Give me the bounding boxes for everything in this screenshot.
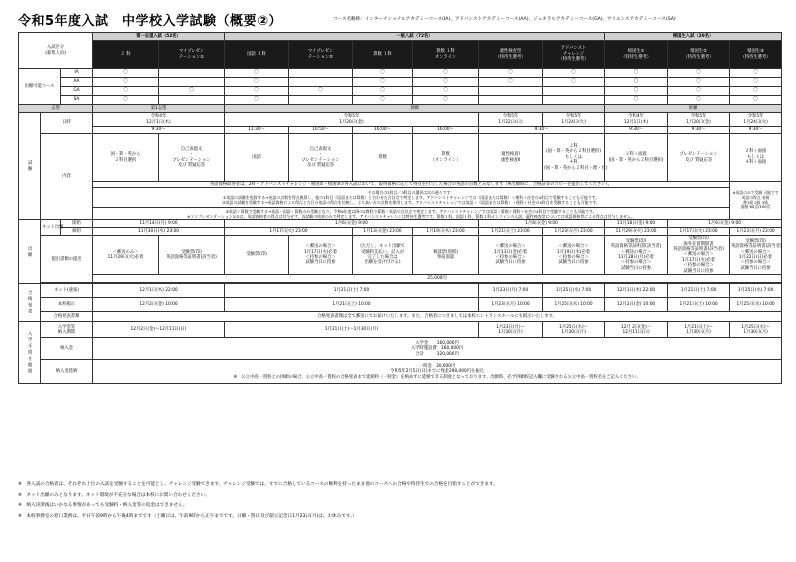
net-open-cell: 11月18日(金) 9:00 <box>605 220 668 228</box>
school-post-cell: 12月2日(金) 10:00 <box>93 298 225 312</box>
school-post-cell: 1月25日(水) 10:00 <box>730 298 782 312</box>
net-close-cell: 1月13日(金) 23:00 <box>353 228 413 236</box>
net-post-cell: 1月21日(土) 7:00 <box>668 284 730 298</box>
net-post-cell: 12月1日(木) 22:00 <box>93 284 225 298</box>
net-post-cell: 1月21日(土) 7:00 <box>225 284 479 298</box>
circle-mark: 〇 <box>605 96 668 105</box>
group-returnee: 帰国生入試（20名） <box>605 33 782 41</box>
net-close-cell: 11月30日(水) 23:00 <box>93 228 225 236</box>
time-cell: 11:30～ <box>225 127 289 134</box>
date-cell: 令和5年 1月24日(火) <box>543 113 605 127</box>
net-open-cell: 11月14日(月) 9:00 <box>93 220 225 228</box>
school-post-cell: 1月25日(水) 10:00 <box>543 298 605 312</box>
docs-cell: ＜郵送の場合＞ 1月13日(金)必着 ＜持参の場合＞ 試験当日に持参 <box>479 236 543 275</box>
docs-cell: 受験票(印) 海外在留期間書 英語資格等証明書(該当者) ＜郵送の場合＞ 1月17日(火)必着 ＜持参の場合＞ 試験当日に持参 <box>668 236 730 275</box>
page-title: 令和5年度入試 中学校入学試験（概要②） <box>18 14 283 29</box>
circle-mark: 〇 <box>668 78 730 87</box>
division-advanced-challenge: アドバンスト チャレンジ （特待生選考） <box>543 41 605 69</box>
net-close-cell: 1月19日(木) 23:00 <box>413 228 479 236</box>
close-label: 締切 <box>61 228 93 236</box>
circle-mark: 〇 <box>605 69 668 78</box>
returnee-english-note: ※英語のみで受験 可能です 英語の得点 英検 準1級 2級 3級 面接 80点/100点 <box>730 182 782 220</box>
division-returnee-1: 帰国生① （特待生選考） <box>605 41 668 69</box>
docs-cell: ＜郵送の場合＞ 1月19日(木)必着 ＜持参の場合＞ 試験当日に持参 <box>543 236 605 275</box>
docs-cell: 相談票(別紙) 事前面談 <box>413 236 479 275</box>
date-cell: 令和5年 1月22日(日) <box>479 113 543 127</box>
division-aptitude: 適性検査型 （特待生選考） <box>479 41 543 69</box>
division-mypresentation-1: マイプレゼン テーション① <box>159 41 225 69</box>
footnote: ※ 納入決済後はいかなる事情があっても受験料・納入金等の返金はできません。 <box>18 503 188 508</box>
circle-mark: 〇 <box>543 69 605 78</box>
group-general: 一般入試（72名） <box>225 33 605 41</box>
circle-mark: 〇 <box>93 78 159 87</box>
exam-label: 試験 <box>19 113 41 220</box>
school-post-cell: 12月2日(金) 10:00 <box>605 298 668 312</box>
division-math-online: 算数 １科 オンライン <box>413 41 479 69</box>
school-post-cell: 1月23日(月) 10:00 <box>479 298 543 312</box>
preference-returnee: 併願 <box>605 105 782 113</box>
content-cell: ２科 (国・算・英から２科目選択) もしくは ４科 (国・算・英から２科目＋理・社) <box>543 134 605 182</box>
division-mypresentation-2: マイプレゼン テーション② <box>289 41 353 69</box>
circle-mark: 〇 <box>413 69 479 78</box>
date-cell: 令和4年 12月1日(木) <box>605 113 668 127</box>
net-post-cell: 1月25日(水) 7:00 <box>730 284 782 298</box>
circle-mark: 〇 <box>668 96 730 105</box>
circle-mark: 〇 <box>605 78 668 87</box>
content-label: 内容 <box>41 134 93 220</box>
time-cell: 9:30～ <box>668 127 730 134</box>
circle-mark: 〇 <box>543 78 605 87</box>
circle-mark: 〇 <box>479 69 543 78</box>
circle-mark: 〇 <box>605 87 668 96</box>
net-post-label: ネット(速報) <box>41 284 93 298</box>
division-label: 入試区分 (募集人員) <box>19 33 93 69</box>
time-cell: 16:00～ <box>413 127 479 134</box>
docs-cell: (ただし、ネット出願で 受験料支払い、記入が 完了した場合は 出願を受け付ける) <box>353 236 413 275</box>
enroll-label: 入学手続き期間 <box>19 322 41 384</box>
time-cell: 9:30～ <box>479 127 605 134</box>
footnote: ※ ネット出願のみとなります。ネット環境が不充分な場合は本校にお問い合わせください。 <box>18 492 210 498</box>
school-post-cell: 1月21日(土) 10:00 <box>668 298 730 312</box>
docs-cell: 受験票(印) 英語資格等証明書(該当者) ＜郵送の場合＞ 11月28日(月)必着 ＜持参の場合＞ 試験当日に持参 <box>605 236 668 275</box>
date-cell: 令和5年 1月24日(火) <box>730 113 782 127</box>
docs-cell: ＜郵送の場合＞ 1月17日(火)必着 ＜持参の場合＞ 試験当日に持参 <box>289 236 353 275</box>
net-open-cell: 1月6日(金) 9:00 <box>479 220 605 228</box>
footnotes <box>18 480 781 522</box>
content-cell: 国・算・英から ２科目選択 <box>93 134 159 182</box>
net-close-cell: 1月17日(火) 23:00 <box>225 228 353 236</box>
circle-mark: 〇 <box>413 87 479 96</box>
date-cell: 令和5年 1月20日(金) <box>225 113 479 127</box>
content-cell: ２科＋面接 (国・算・英から２科目選択) <box>605 134 668 182</box>
preference-general: 併願 <box>225 105 605 113</box>
deposit-period-cell: 1月25日(水)～ 1月30日(月) <box>730 322 782 338</box>
circle-mark: 〇 <box>413 96 479 105</box>
net-post-cell: 12月1日(木) 22:00 <box>605 284 668 298</box>
deposit-period-cell: 1月23日(月)～ 1月30日(月) <box>479 322 543 338</box>
net-open-cell: 1月6日(金) 9:00 <box>668 220 782 228</box>
deposit-period-cell: 1月21日(土)～ 1月30日(月) <box>668 322 730 338</box>
footnote: ※ 本校事務室の窓口業務は、平日午前9時から午後4時までです（土曜日は、午前9時から正午までです。日曜・祭日及び創立記念日1月23日(月)は、お休みです。） <box>18 513 357 519</box>
net-close-cell: 1月21日(土) 23:00 <box>479 228 543 236</box>
deposit-period-cell: 12月 2日(金)～ 12月11日(日) <box>605 322 668 338</box>
circle-mark: 〇 <box>353 96 413 105</box>
enroll-fee-cell: 入学金 160,000円 入学時施設費 160,000円 合計 320,000円 <box>93 338 782 360</box>
course-code: SA <box>61 96 93 105</box>
circle-mark: 〇 <box>730 87 782 96</box>
date-label: 日時 <box>41 113 93 134</box>
circle-mark: 〇 <box>289 87 353 96</box>
content-cell: 自己表現文 ・ プレゼンテーション 及び 質疑応答 <box>159 134 225 182</box>
docs-cell: 受験票(印) 英語資格等証明書(該当者) ＜郵送の場合＞ 1月22日(日)必着 ＜持参の場合＞ 試験当日に持参 <box>730 236 782 275</box>
circle-mark: 〇 <box>225 69 289 78</box>
content-note: 英語資格取得者は、2科・アドバンストチャレンジ・帰国②・帰国③の各入試において、取得資格に応じて得点を付与した場合の英語の点数とみなします（※出願時に、合格証等のコピーを提出してください）。 <box>93 182 730 188</box>
net-close-cell: 1月17日(火) 23:00 <box>668 228 730 236</box>
time-cell: 9:30～ <box>730 127 782 134</box>
division-japanese-1: 国語 １科 <box>225 41 289 69</box>
division-2subject: ２ 科 <box>93 41 159 69</box>
docs-cell: ＜郵送のみ＞ 11月29日(火)必着 <box>93 236 159 275</box>
circle-mark: 〇 <box>479 78 543 87</box>
pass-docs-cell: 合格発表書類は全て郵送にてお届けいたします。また、合格者につきましては本校エントランスホールにも掲示いたします。 <box>93 312 782 322</box>
content-cell: プレゼンテーション 及び 質疑応答 <box>668 134 730 182</box>
results-label: 合格発表 <box>19 284 41 322</box>
circle-mark: 〇 <box>159 87 225 96</box>
time-cell: 10:50～ <box>289 127 353 134</box>
net-post-cell: 1月25日(水) 7:00 <box>543 284 605 298</box>
deposit-period-cell: 12月2日(金)～12月11日(日) <box>93 322 225 338</box>
application-label: 出願 <box>19 220 41 284</box>
net-close-cell: 1月23日(月) 23:00 <box>730 228 782 236</box>
circle-mark: 〇 <box>225 78 289 87</box>
content-note: ③英語＋算数で受験する→英語・国語・算数のみ受験となり、令和6年度以降の2教科で算数・英語の合計点で判定します。アドバンストチャレンジでは国語＋算数＋理科＋社会の4科目で受験することも可能です。 ※マイプレゼンテーション①②は、英語資格者の得点は付与せず、各試験の結果のみで判定します。アドバンストチャレンジは特待生選考です。算数１科、国語１科、算数１科オンラインの入試、適性検査型については英語資格等による得点は付与しません。 <box>93 208 730 220</box>
circle-mark: 〇 <box>93 96 159 105</box>
net-open-cell: 1月6日(金) 9:00 <box>225 220 479 228</box>
net-close-cell: 11月29日(火) 23:00 <box>605 228 668 236</box>
courses-label: 出願可能コース <box>19 69 61 105</box>
date-cell: 令和4年 12月1日(木) <box>93 113 225 127</box>
docs-cell: 受験票(印) 英語資格等証明書(該当者) <box>159 236 225 275</box>
time-cell: 16:00～ <box>353 127 413 134</box>
docs-cell: 受験票(印) <box>225 236 289 275</box>
deposit-period-cell: 1月25日(水)～ 1月30日(月) <box>543 322 605 338</box>
content-cell: 国語 <box>225 134 289 182</box>
circle-mark: 〇 <box>353 69 413 78</box>
footnote: ※ 各入試の合格者は、それぞれ上位の入試を受験することを可能とし、チャレンジ受験できます。チャレンジ受験では、すでに合格しているコースの権利を持ったまま他のコースへの合格や特待生での合格を目指すことができます。 <box>18 482 498 487</box>
circle-mark: 〇 <box>730 78 782 87</box>
deposit-period-cell: 1月21日(土)～1月30日(月) <box>225 322 479 338</box>
open-label: 開始 <box>61 220 93 228</box>
circle-mark: 〇 <box>730 69 782 78</box>
division-returnee-3: 帰国生③ （特待生選考） <box>730 41 782 69</box>
content-cell: ２科＋面接 もしくは ４科＋面接 <box>730 134 782 182</box>
pass-docs-label: 合格発表書類 <box>41 312 93 322</box>
docs-label: 提出書類の提出 <box>41 236 93 283</box>
content-cell: 適性検査Ⅰ 適性検査Ⅱ <box>479 134 543 182</box>
school-post-label: 本校掲示 <box>41 298 93 312</box>
circle-mark: 〇 <box>93 69 159 78</box>
circle-mark: 〇 <box>668 87 730 96</box>
circle-mark: 〇 <box>730 96 782 105</box>
enroll-refund-cell: 一時金 30,000円 令和5年2月5日(日)までに残金290,000円を振込 ※ 公立中高一貫校との併願の場合、公立中高一貫校の合格発表まで延納料（一時金）を納めずに延納できる制度となっております。出願時、必ず併願校記入欄に受験される公立中高一貫校名をご記入ください。 <box>93 360 782 384</box>
date-cell: 令和5年 1月20日(金) <box>668 113 730 127</box>
enroll-refund-label: 納入金延納 <box>41 360 93 384</box>
division-returnee-2: 帰国生② （特待生選考） <box>668 41 730 69</box>
course-code: GA <box>61 87 93 96</box>
division-math-1: 算数 １科 <box>353 41 413 69</box>
circle-mark: 〇 <box>225 87 289 96</box>
net-post-cell: 1月23日(月) 7:00 <box>479 284 543 298</box>
content-cell: 算数 （オンライン） <box>413 134 479 182</box>
net-application-label: ネット出願 <box>41 220 61 236</box>
circle-mark: 〇 <box>668 69 730 78</box>
deposit-period-label: 入学金等 納入期間 <box>41 322 93 338</box>
content-cell: 算数 <box>353 134 413 182</box>
circle-mark: 〇 <box>353 78 413 87</box>
course-code: IA <box>61 69 93 78</box>
circle-mark: 〇 <box>93 87 159 96</box>
exam-fee-cell: 25,000円 <box>93 274 782 282</box>
time-cell: 9:30～ <box>605 127 668 134</box>
exam-schedule-table <box>18 32 782 384</box>
time-cell: 9:30～ <box>93 127 225 134</box>
content-note: その場合の2科目／3科目の選択は次の通りです： ①英語の試験を免除する→英語の点数を得点換算し、他の1科目（国語または算数）と合わせた合計点で判定します。アドバンストチャレンジでは（国語または算数）＋理科＋社会の4科目で受験することも可能です。 ②英語の試験を受験する→英語資格による得点と当日の英語の得点を比較し、より高い方の点数を採用します。アドバンストチャレンジでは英語＋（国語または算数）＋理科＋社会の4科目を受験することも可能です。 <box>93 188 730 208</box>
net-close-cell: 1月23日(月) 23:00 <box>543 228 605 236</box>
enroll-fee-label: 納入金 <box>41 338 93 360</box>
circle-mark: 〇 <box>413 78 479 87</box>
course-abbreviation-note: コース名略称：インターナショナルアカデミーコース(IA)、アドバンストアカデミーコース(AA)、ジェネラルアカデミーコース(GA)、サイエンスアカデミーコース(SA) <box>333 17 676 22</box>
course-code: AA <box>61 78 93 87</box>
preference-first: 第1志望 <box>93 105 225 113</box>
circle-mark: 〇 <box>225 96 289 105</box>
content-cell: 自己表現文 ・ プレゼンテーション 及び 質疑応答 <box>289 134 353 182</box>
preference-label: 志望 <box>19 105 93 113</box>
group-first-choice: 第一志望入試（52名） <box>93 33 225 41</box>
school-post-cell: 1月21日(土) 10:00 <box>225 298 479 312</box>
circle-mark: 〇 <box>353 87 413 96</box>
